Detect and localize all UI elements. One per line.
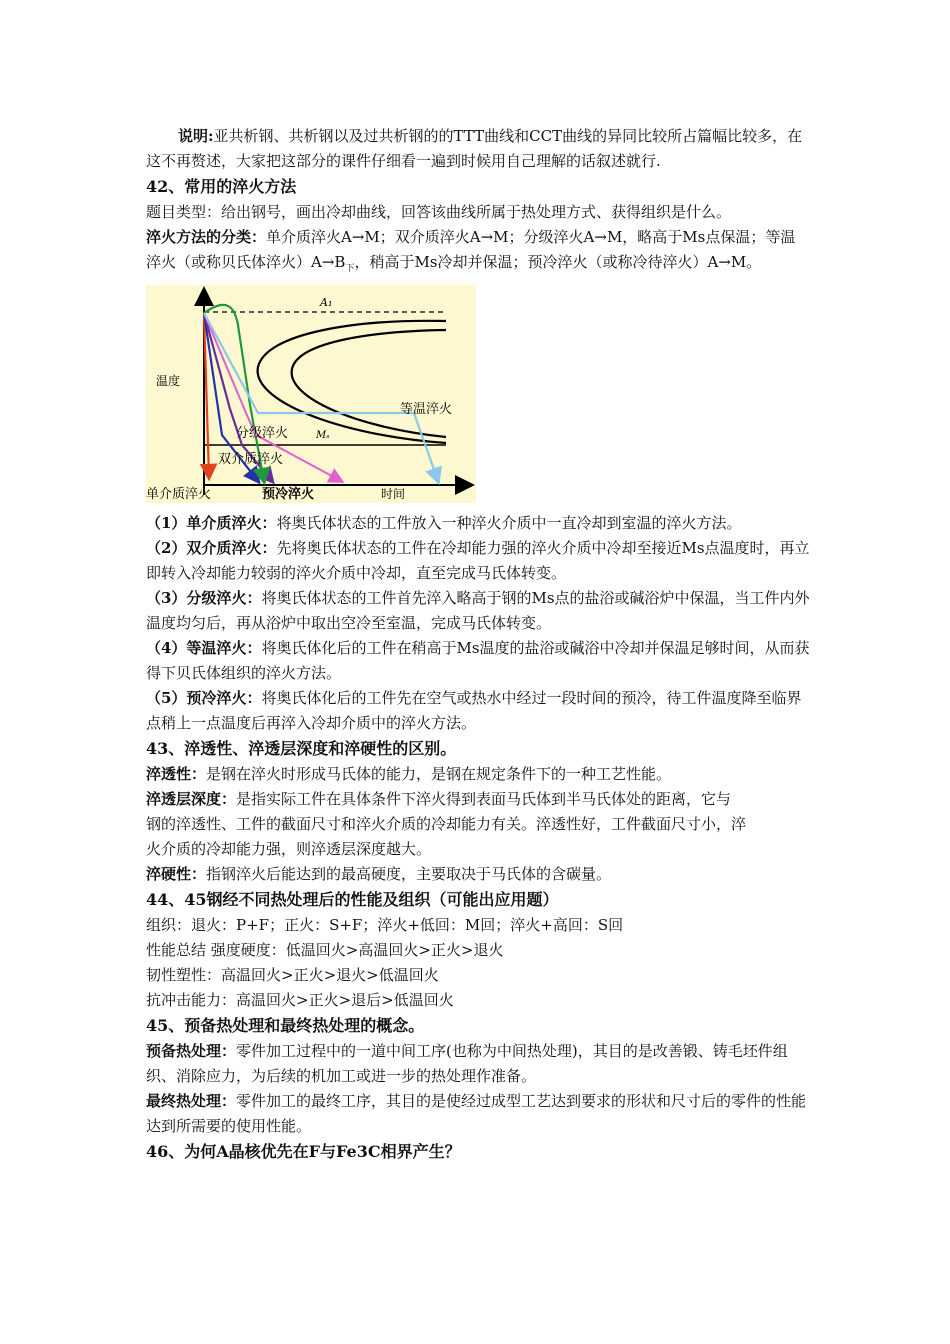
isothermal-label: 等温淬火 <box>400 402 453 417</box>
hardened-depth-line-3: 火介质的冷却能力强，则淬透层深度越大。 <box>146 840 432 858</box>
diagram-background <box>146 285 476 503</box>
precool-label: 预冷淬火 <box>262 487 315 502</box>
a1-label: A₁ <box>320 296 333 309</box>
hardened-depth-line-1 <box>146 787 810 812</box>
ms-label: Mₛ <box>316 430 330 441</box>
hardened-depth-line-2: 钢的淬透性、工件的截面尺寸和淬火介质的冷却能力有关。淬透性好，工件截面尺寸小，淬 <box>146 815 747 833</box>
final-treatment-lead: 最终热处理： <box>146 1092 237 1110</box>
classification-subscript: 下 <box>345 264 355 274</box>
method-item-2-text: 先将奥氏体状态的工件在冷却能力强的淬火介质中冷却至接近Ms点温度时，再立即转入冷却能力较弱的淬火介质中冷却，直至完成马氏体转变。 <box>146 539 810 582</box>
quenching-diagram <box>146 285 476 503</box>
intro-lead: 说明: <box>178 127 214 145</box>
intro-text: 亚共析钢、共析钢以及过共析钢的的TTT曲线和CCT曲线的异同比较所占篇幅比较多，在这不再赘述，大家把这部分的课件仔细看一遍到时候用自己理解的话叙述就行. <box>146 127 803 170</box>
heading-45: 45、预备热处理和最终热处理的概念。 <box>146 1016 425 1035</box>
method-item-4-lead: （4）等温淬火： <box>146 639 262 657</box>
document-body <box>146 124 810 1165</box>
method-item-1-lead: （1）单介质淬火： <box>146 514 277 532</box>
method-item-3 <box>146 586 810 636</box>
heading-43: 43、淬透性、淬透层深度和淬硬性的区别。 <box>146 739 457 758</box>
final-treatment-paragraph <box>146 1089 810 1139</box>
method-item-4-text: 将奥氏体化后的工件在稍高于Ms温度的盐浴或碱浴中冷却并保温足够时间，从而获得下贝氏体组织的淬火方法。 <box>146 639 810 682</box>
method-item-2 <box>146 536 810 586</box>
question-type-line: 题目类型：给出钢号，画出冷却曲线，回答该曲线所属于热处理方式、获得组织是什么。 <box>146 203 732 221</box>
time-label: 时间 <box>381 487 406 501</box>
method-item-1 <box>146 511 810 536</box>
classification-text-1: 单介质淬火A→M；双介质淬火A→M；分级淬火A→M，略高于Ms点保温；等温淬火（或称贝氏体淬火）A→B <box>146 228 796 271</box>
method-item-5-text: 将奥氏体化后的工件先在空气或热水中经过一段时间的预冷，待工件温度降至临界点稍上一点温度后再淬入冷却介质中的淬火方法。 <box>146 689 802 732</box>
method-item-2-lead: （2）双介质淬火： <box>146 539 277 557</box>
toughness-line: 韧性塑性：高温回火>正火>退火>低温回火 <box>146 966 439 984</box>
hardenability-text: 是钢在淬火时形成马氏体的能力，是钢在规定条件下的一种工艺性能。 <box>206 765 672 783</box>
hardenability-paragraph <box>146 762 810 787</box>
preliminary-treatment-paragraph <box>146 1039 810 1089</box>
method-item-5 <box>146 686 810 736</box>
preliminary-treatment-lead: 预备热处理： <box>146 1042 237 1060</box>
strength-line: 性能总结 强度硬度：低温回火>高温回火>正火>退火 <box>146 941 504 959</box>
structure-line: 组织：退火：P+F；正火：S+F；淬火+低回：M回；淬火+高回：S回 <box>146 916 624 934</box>
method-item-3-text: 将奥氏体状态的工件首先淬入略高于钢的Ms点的盐浴或碱浴炉中保温，当工件内外温度均匀后，再从浴炉中取出空冷至室温，完成马氏体转变。 <box>146 589 810 632</box>
hardness-paragraph <box>146 862 810 887</box>
temperature-label: 温度 <box>156 374 181 388</box>
method-item-1-text: 将奥氏体状态的工件放入一种淬火介质中一直冷却到室温的淬火方法。 <box>276 514 742 532</box>
hardened-depth-lead: 淬透层深度： <box>146 790 237 808</box>
graded-label: 分级淬火 <box>236 426 289 441</box>
classification-paragraph <box>146 225 810 282</box>
heading-46: 46、为何A晶核优先在F与Fe3C相界产生？ <box>146 1142 461 1161</box>
preliminary-treatment-text: 零件加工过程中的一道中间工序(也称为中间热处理)，其目的是改善锻、铸毛坯件组织、消除应力，为后续的机加工或进一步的热处理作准备。 <box>146 1042 788 1085</box>
single-medium-label: 单介质淬火 <box>146 487 212 502</box>
quenching-diagram-svg <box>146 285 476 503</box>
hardness-lead: 淬硬性： <box>146 865 207 883</box>
classification-text-2: ，稍高于Ms冷却并保温；预冷淬火（或称冷待淬火）A→M。 <box>354 253 762 271</box>
hardenability-lead: 淬透性： <box>146 765 207 783</box>
method-item-3-lead: （3）分级淬火： <box>146 589 262 607</box>
double-medium-label: 双介质淬火 <box>218 452 284 467</box>
intro-paragraph <box>146 124 810 174</box>
method-item-4 <box>146 636 810 686</box>
heading-44: 44、45钢经不同热处理后的性能及组织（可能出应用题） <box>146 890 559 909</box>
classification-lead: 淬火方法的分类： <box>146 228 267 246</box>
hardened-depth-text-1: 是指实际工件在具体条件下淬火得到表面马氏体到半马氏体处的距离，它与 <box>236 790 732 808</box>
final-treatment-text: 零件加工的最终工序，其目的是使经过成型工艺达到要求的形状和尺寸后的零件的性能达到所需要的使用性能。 <box>146 1092 807 1135</box>
heading-42: 42、常用的淬火方法 <box>146 177 297 196</box>
impact-line: 抗冲击能力：高温回火>正火>退后>低温回火 <box>146 991 454 1009</box>
method-item-5-lead: （5）预冷淬火： <box>146 689 262 707</box>
hardness-text: 指钢淬火后能达到的最高硬度，主要取决于马氏体的含碳量。 <box>206 865 612 883</box>
